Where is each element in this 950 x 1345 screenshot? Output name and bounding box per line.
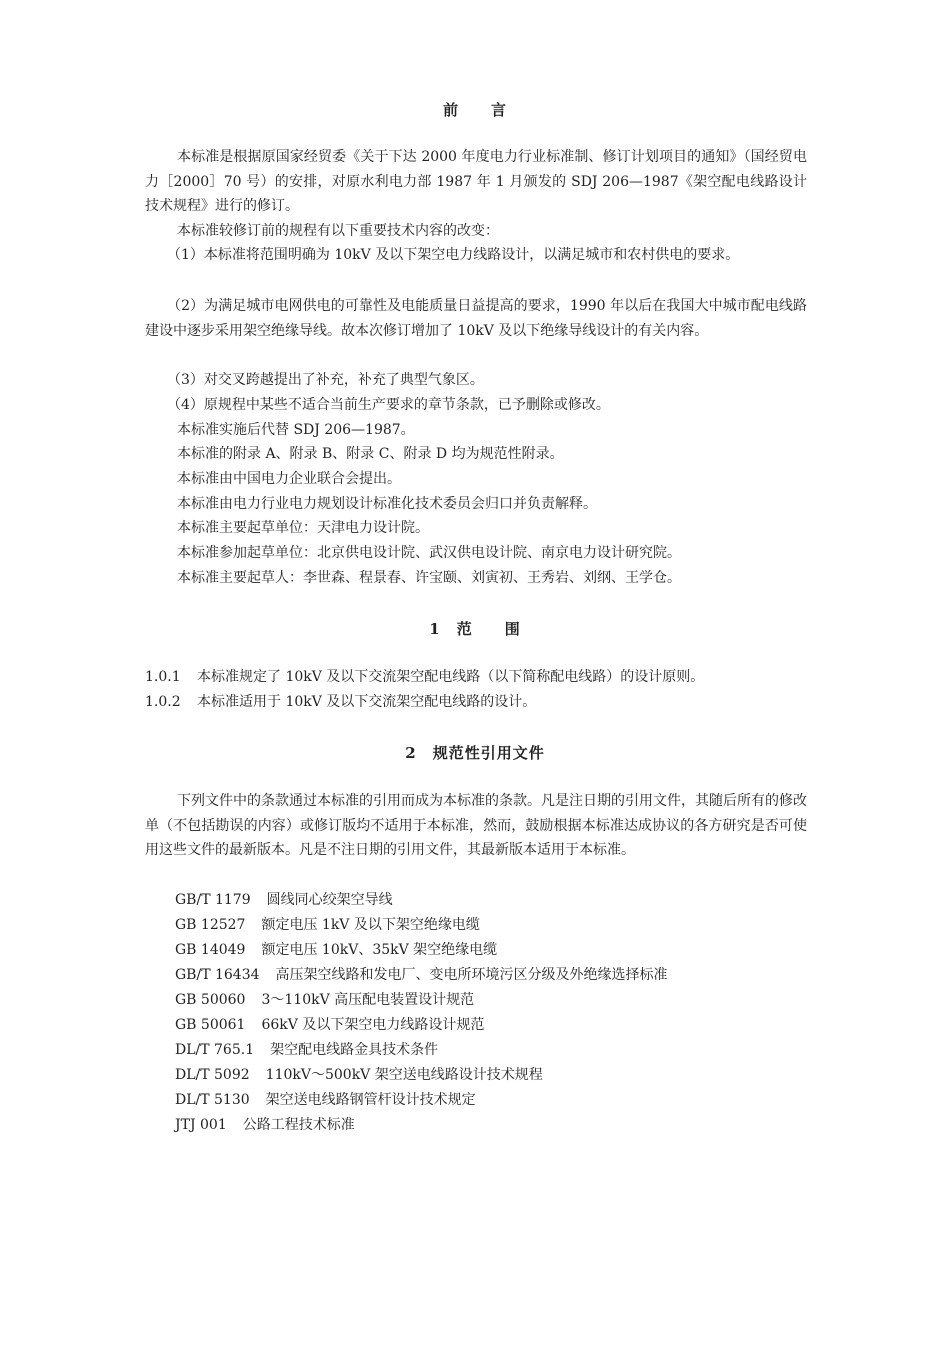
reference-title: 架空配电线路金具技术条件 bbox=[270, 1042, 439, 1058]
clause-number: 1.0.2 bbox=[145, 694, 181, 710]
reference-code: GB/T 1179 bbox=[175, 892, 251, 908]
reference-item bbox=[175, 1115, 355, 1135]
reference-code: GB 50061 bbox=[175, 1017, 246, 1033]
reference-title: 公路工程技术标准 bbox=[242, 1117, 355, 1133]
reference-item bbox=[175, 915, 480, 935]
scope-clause bbox=[145, 667, 704, 687]
clause-text: 本标准适用于 10kV 及以下交流架空配电线路的设计。 bbox=[197, 694, 537, 710]
preface-item: （1）本标准将范围明确为 10kV 及以下架空电力线路设计，以满足城市和农村供电的要求。 bbox=[167, 247, 740, 263]
references-intro: 下列文件中的条款通过本标准的引用而成为本标准的条款。凡是注日期的引用文件，其随后所有的修改单（不包括勘误的内容）或修订版均不适用于本标准，然而，鼓励根据本标准达成协议的各方研究是否可使用这些文件的最新版本。凡是不注日期的引用文件，其最新版本适用于本标准。 bbox=[145, 793, 807, 858]
reference-title: 3～110kV 高压配电装置设计规范 bbox=[261, 992, 475, 1008]
clause-text: 本标准规定了 10kV 及以下交流架空配电线路（以下简称配电线路）的设计原则。 bbox=[197, 669, 705, 685]
reference-code: DL/T 5092 bbox=[175, 1067, 250, 1083]
reference-item bbox=[175, 940, 497, 960]
preface-title: 前 言 bbox=[442, 101, 507, 119]
preface-paragraph: 本标准较修订前的规程有以下重要技术内容的改变： bbox=[177, 223, 499, 239]
references-title: 2 规范性引用文件 bbox=[405, 744, 545, 762]
reference-title: 66kV 及以下架空电力线路设计规范 bbox=[261, 1017, 485, 1033]
preface-line: 本标准主要起草单位：天津电力设计院。 bbox=[177, 520, 429, 536]
reference-title: 110kV～500kV 架空送电线路设计技术规程 bbox=[265, 1067, 543, 1083]
scope-title: 1 范 围 bbox=[429, 620, 521, 638]
reference-item bbox=[175, 990, 474, 1010]
reference-title: 圆线同心绞架空导线 bbox=[266, 892, 393, 908]
preface-line: 本标准参加起草单位：北京供电设计院、武汉供电设计院、南京电力设计研究院。 bbox=[177, 545, 681, 561]
reference-item bbox=[175, 1065, 543, 1085]
preface-item: （4）原规程中某些不适合当前生产要求的章节条款，已予删除或修改。 bbox=[167, 397, 610, 413]
preface-item: （3）对交叉跨越提出了补充，补充了典型气象区。 bbox=[167, 372, 484, 388]
preface-line: 本标准实施后代替 SDJ 206—1987。 bbox=[177, 422, 415, 438]
reference-item bbox=[175, 965, 668, 985]
reference-item bbox=[175, 890, 393, 910]
reference-item bbox=[175, 1040, 438, 1060]
scope-clause bbox=[145, 692, 536, 712]
preface-item: （2）为满足城市电网供电的可靠性及电能质量日益提高的要求，1990 年以后在我国大中城市配电线路建设中逐步采用架空绝缘导线。故本次修订增加了 10kV 及以下绝缘导线设计的有关内容。 bbox=[145, 298, 807, 339]
preface-line: 本标准由电力行业电力规划设计标准化技术委员会归口并负责解释。 bbox=[177, 496, 597, 512]
preface-line: 本标准的附录 A、附录 B、附录 C、附录 D 均为规范性附录。 bbox=[177, 446, 564, 462]
reference-code: GB/T 16434 bbox=[175, 967, 260, 983]
reference-title: 高压架空线路和发电厂、变电所环境污区分级及外绝缘选择标准 bbox=[275, 967, 668, 983]
reference-item bbox=[175, 1090, 476, 1110]
reference-item bbox=[175, 1015, 484, 1035]
preface-paragraph: 本标准是根据原国家经贸委《关于下达 2000 年度电力行业标准制、修订计划项目的通知》（国经贸电力［2000］70 号）的安排，对原水利电力部 1987 年 1 月颁发的 SDJ 206—1987《架空配电线路设计技术规程》进行的修订。 bbox=[145, 149, 807, 214]
clause-number: 1.0.1 bbox=[145, 669, 181, 685]
preface-line: 本标准由中国电力企业联合会提出。 bbox=[177, 471, 401, 487]
reference-code: DL/T 765.1 bbox=[175, 1042, 255, 1058]
preface-line: 本标准主要起草人：李世森、程景春、许宝颐、刘寅初、王秀岩、刘纲、王学仓。 bbox=[177, 570, 681, 586]
reference-title: 额定电压 1kV 及以下架空绝缘电缆 bbox=[261, 917, 480, 933]
reference-code: JTJ 001 bbox=[175, 1117, 227, 1133]
reference-code: GB 50060 bbox=[175, 992, 246, 1008]
reference-title: 额定电压 10kV、35kV 架空绝缘电缆 bbox=[261, 942, 498, 958]
reference-code: GB 14049 bbox=[175, 942, 246, 958]
reference-title: 架空送电线路钢管杆设计技术规定 bbox=[265, 1092, 476, 1108]
reference-code: GB 12527 bbox=[175, 917, 246, 933]
reference-code: DL/T 5130 bbox=[175, 1092, 250, 1108]
